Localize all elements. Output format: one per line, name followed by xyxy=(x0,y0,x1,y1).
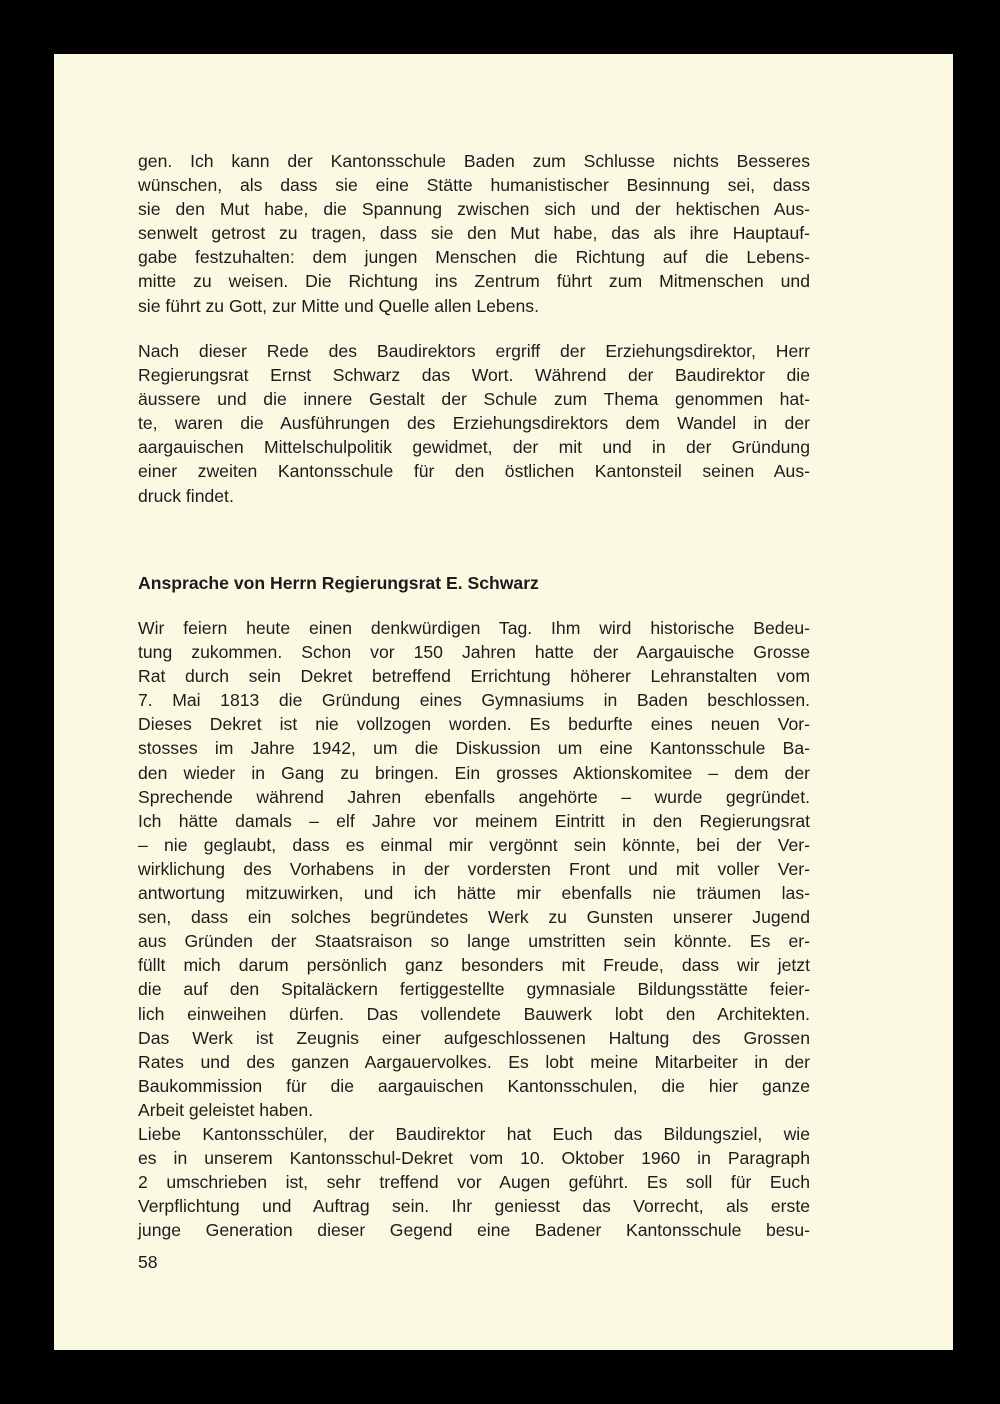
text-line: den wieder in Gang zu bringen. Ein grosses Aktionskomitee – dem der xyxy=(138,762,810,783)
text-line: Ich hätte damals – elf Jahre vor meinem Eintritt in den Regierungsrat xyxy=(138,810,810,831)
text-line: füllt mich darum persönlich ganz besonders mit Freude, dass wir jetzt xyxy=(138,955,810,976)
page-number: 58 xyxy=(138,1252,158,1272)
text-line: mitte zu weisen. Die Richtung ins Zentrum führt zum Mitmenschen und xyxy=(138,271,810,292)
text-line: aargauischen Mittelschulpolitik gewidmet, der mit und in der Gründung xyxy=(138,437,810,458)
text-line: es in unserem Kantonsschul-Dekret vom 10. Oktober 1960 in Paragraph xyxy=(138,1148,810,1169)
text-line: Arbeit geleistet haben. xyxy=(138,1099,314,1120)
text-line: sie führt zu Gott, zur Mitte und Quelle allen Lebens. xyxy=(138,295,539,316)
text-line: äussere und die innere Gestalt der Schule zum Thema genommen hat- xyxy=(138,389,810,410)
paragraph-intro xyxy=(138,339,810,508)
text-line: Baukommission für die aargauischen Kantonsschulen, die hier ganze xyxy=(138,1075,810,1096)
paragraph-speech xyxy=(138,616,810,1242)
text-line: Verpflichtung und Auftrag sein. Ihr geniesst das Vorrecht, als erste xyxy=(138,1196,810,1217)
text-line: die auf den Spitaläckern fertiggestellte gymnasiale Bildungsstätte feier- xyxy=(138,979,810,1000)
text-line: druck findet. xyxy=(138,485,234,506)
section-heading: Ansprache von Herrn Regierungsrat E. Schwarz xyxy=(138,573,539,593)
text-line: Nach dieser Rede des Baudirektors ergriff der Erziehungsdirektor, Herr xyxy=(138,341,810,361)
text-line: junge Generation dieser Gegend eine Badener Kantonsschule besu- xyxy=(138,1220,810,1241)
text-line: Sprechende während Jahren ebenfalls angehörte – wurde gegründet. xyxy=(138,786,810,807)
text-line: wünschen, als dass sie eine Stätte humanistischer Besinnung sei, dass xyxy=(138,175,810,196)
text-line: wirklichung des Vorhabens in der vordersten Front und mit voller Ver- xyxy=(138,858,810,879)
text-line: Regierungsrat Ernst Schwarz das Wort. Während der Baudirektor die xyxy=(138,365,810,386)
text-line: sen, dass ein solches begründetes Werk zu Gunsten unserer Jugend xyxy=(138,907,810,928)
text-line: tung zukommen. Schon vor 150 Jahren hatte der Aargauische Grosse xyxy=(138,642,810,663)
text-line: 7. Mai 1813 die Gründung eines Gymnasiums in Baden beschlossen. xyxy=(138,690,810,711)
text-line: Rat durch sein Dekret betreffend Errichtung höherer Lehranstalten vom xyxy=(138,666,810,687)
text-line: gen. Ich kann der Kantonsschule Baden zum Schlusse nichts Besseres xyxy=(138,151,810,171)
text-line: 2 umschrieben ist, sehr treffend vor Augen geführt. Es soll für Euch xyxy=(138,1172,810,1193)
text-line: Dieses Dekret ist nie vollzogen worden. Es bedurfte eines neuen Vor- xyxy=(138,714,810,735)
text-line: sie den Mut habe, die Spannung zwischen sich und der hektischen Aus- xyxy=(138,199,810,220)
text-line: Wir feiern heute einen denkwürdigen Tag. Ihm wird historische Bedeu- xyxy=(138,618,810,638)
text-line: Liebe Kantonsschüler, der Baudirektor hat Euch das Bildungsziel, wie xyxy=(138,1123,810,1144)
text-line: antwortung mitzuwirken, und ich hätte mir ebenfalls nie träumen las- xyxy=(138,883,810,904)
text-line: lich einweihen dürfen. Das vollendete Bauwerk lobt den Architekten. xyxy=(138,1003,810,1024)
document-page xyxy=(54,54,953,1350)
text-line: – nie geglaubt, dass es einmal mir vergönnt sein könnte, bei der Ver- xyxy=(138,834,810,855)
text-line: aus Gründen der Staatsraison so lange umstritten sein könnte. Es er- xyxy=(138,931,810,952)
text-line: Das Werk ist Zeugnis einer aufgeschlossenen Haltung des Grossen xyxy=(138,1027,810,1048)
paragraph-continuation xyxy=(138,149,810,318)
text-line: einer zweiten Kantonsschule für den östlichen Kantonsteil seinen Aus- xyxy=(138,461,810,482)
text-line: senwelt getrost zu tragen, dass sie den Mut habe, das als ihre Hauptauf- xyxy=(138,223,810,244)
text-line: stosses im Jahre 1942, um die Diskussion um eine Kantonsschule Ba- xyxy=(138,738,810,759)
text-line: te, waren die Ausführungen des Erziehungsdirektors dem Wandel in der xyxy=(138,413,810,434)
text-line: Rates und des ganzen Aargauervolkes. Es lobt meine Mitarbeiter in der xyxy=(138,1051,810,1072)
text-line: gabe festzuhalten: dem jungen Menschen die Richtung auf die Lebens- xyxy=(138,247,810,268)
